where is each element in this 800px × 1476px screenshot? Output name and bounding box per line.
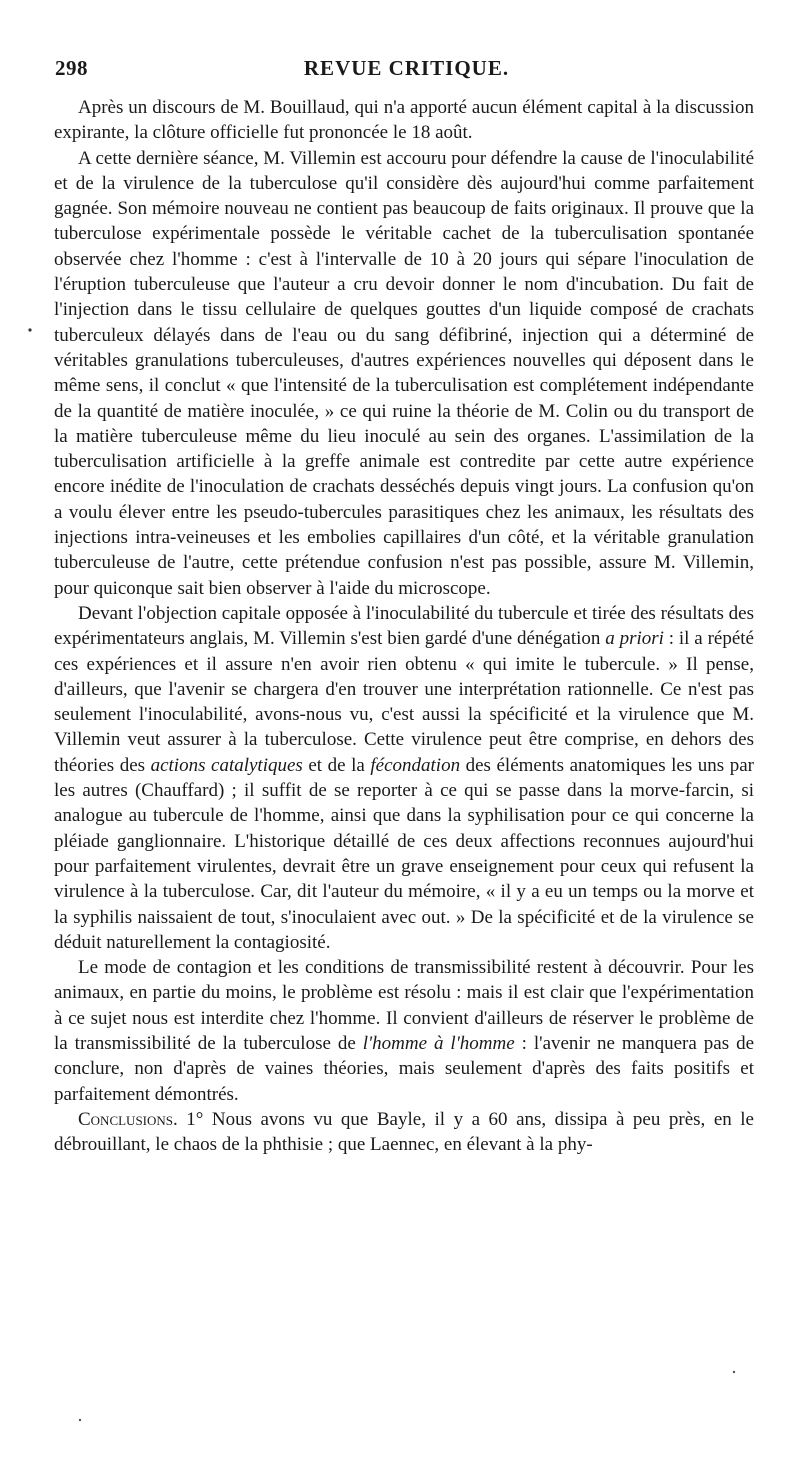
running-title: REVUE CRITIQUE. (303, 56, 510, 80)
paragraph-4-text-a: Le mode de contagion et les conditions de transmissibilité restent à découvrir. Pour les animaux, en partie du moins, le problème est résolu : mais il est clair que l'expérimentation à ce sujet nous est interdite chez l'homme. Il convient d'ailleurs de réserver le problème de la transmissibilité de la tuberculose de (54, 957, 754, 1054)
paragraph-3-text-a: Devant l'objection capitale opposée à l'inoculabilité du tubercule et tirée des résultats des expérimentateurs anglais, M. Villemin s'est bien gardé d'une dénégation (54, 602, 754, 650)
paragraph-2: A cette dernière séance, M. Villemin est accouru pour défendre la cause de l'inoculabilité et de la virulence de la tuberculose qu'il considère dès aujourd'hui comme parfaitement gagnée. Son mémoire nouveau ne contient pas beaucoup de faits originaux. Il prouve que la tuberculose expérimentale possède le véritable cachet de la tuberculisation spontanée observée chez l'homme : c'est à l'intervalle de 10 à 20 jours qui sépare l'inoculation de l'éruption tuberculeuse que l'auteur a cru devoir donner le nom d'incubation. Du fait de l'injection dans le tissu cellulaire de quelques gouttes d'un liquide composé de crachats tuberculeux délayés dans de l'eau ou du sang défibriné, injection qui a déterminé de véritables granulations tuberculeuses, d'autres expériences nouvelles qui déposent dans le même sens, il conclut « que l'intensité de la tuberculisation est complétement indépendante de la quantité de matière inoculée, » ce qui ruine la théorie de M. Colin ou du transport de la matière tuberculeuse même du lieu inoculé au sein des organes. L'assimilation de la tuberculisation artificielle à la greffe animale est contredite par cette autre expérience encore inédite de l'inoculation de crachats desséchés depuis vingt jours. La confusion qu'on a voulu élever entre les pseudo-tubercules parasitiques chez les animaux, les résultats des injections intra-veineuses et les embolies capillaires d'un côté, et la véritable granulation tuberculeuse de l'autre, cette prétendue confusion n'est pas possible, assure M. Villemin, pour quiconque sait bien observer à l'aide du microscope. (54, 147, 754, 599)
conclusions-label: Conclusions. (78, 1108, 178, 1130)
paragraph-1: Après un discours de M. Bouillaud, qui n'a apporté aucun élément capital à la discussion expirante, la clôture officielle fut prononcée le 18 août. (54, 97, 754, 144)
catalytic-actions-italic: actions catalytiques (150, 754, 303, 776)
paragraph-3-text-d: des éléments anatomiques les uns par les autres (Chauffard) ; il suffit de se reporter à ce qui se passe dans la morve-farcin, si analogue au tubercule de l'homme, ainsi que dans la syphilisation pour ce qui concerne la pléiade ganglionnaire. L'historique détaillé de ces deux affections reconnues aujourd'hui pour parfaitement virulentes, devrait être un grave enseignement pour ceux qui refusent la virulence à la tuberculose. Car, dit l'auteur du mémoire, « il y a eu un temps ou la morve et la syphilis naissaient de tout, s'inoculaient avec out. » De la spécificité et de la virulence se déduit naturellement la contagiosité. (54, 754, 754, 953)
paragraph-4-text-b: : l'avenir ne manquera pas de conclure, non d'après de vaines théories, mais seulement d'après des faits positifs et parfaitement démontrés. (54, 1032, 755, 1105)
paragraph-3-text-b: : il a répété ces expériences et il assure n'en avoir rien obtenu « qui imite le tubercule. » Il pense, d'ailleurs, que l'avenir se chargera d'en trouver une interprétation rationnelle. Ce n'est pas seulement l'inoculabilité, avons-nous vu, c'est aussi la spécificité et la virulence que M. Villemin veut assurer à la tuberculose. Cette virulence peut être comprise, en dehors des théories des (54, 628, 754, 776)
page-number: 298 (55, 56, 88, 80)
speck (79, 1419, 81, 1421)
conclusions-text: 1° Nous avons vu que Bayle, il y a 60 ans, dissipa à peu près, en le débrouillant, le chaos de la phthisie ; que Laennec, en élevant à la phy- (54, 1108, 754, 1156)
speck (733, 1371, 735, 1373)
paragraph-3-text-c: et de la (302, 754, 371, 776)
fecondation-italic: fécondation (370, 754, 461, 776)
a-priori-italic: a priori (605, 628, 664, 650)
speck (28, 328, 31, 331)
homme-a-homme-italic: l'homme à l'homme (362, 1032, 515, 1054)
